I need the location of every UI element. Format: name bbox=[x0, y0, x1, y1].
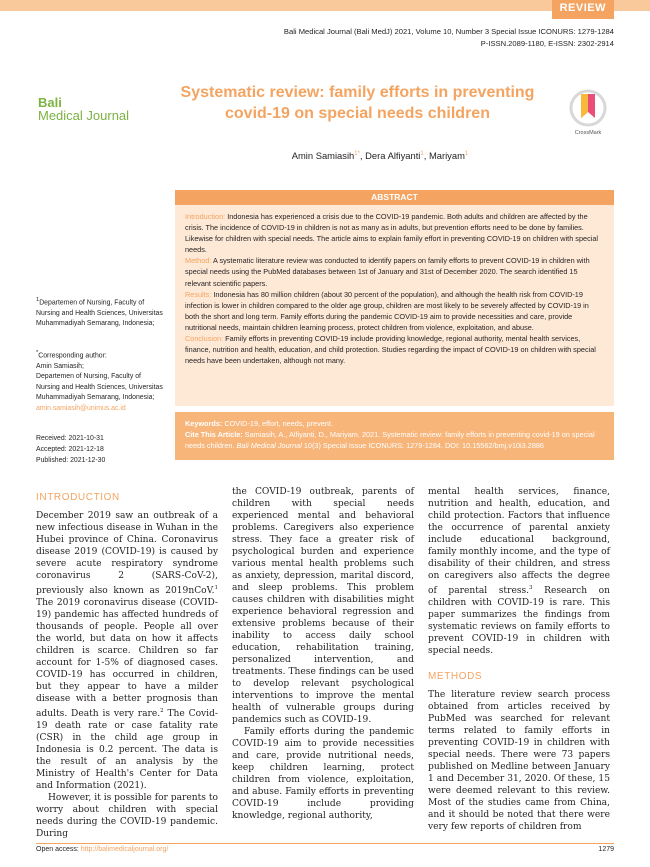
methods-heading: METHODS bbox=[428, 671, 483, 683]
paragraph-text: The 2019 coronavirus disease (COVID-19) pandemic has affected hundreds of thousands of people. People all over the world, but data on how it affects children is scarce. Children so far account for 1-5% of diagnosed cases. COVID-19 has occurred in children, but they appear to have a milder disease with a better prognosis than adults. Death is very rare. bbox=[36, 598, 218, 720]
abstract-conclusion-label: Conclusion: bbox=[185, 334, 224, 344]
crossmark-label: CrossMark bbox=[574, 130, 602, 136]
corresponding-affiliation: Departemen of Nursing, Faculty of Nursing and Health Sciences, Universitas Muhammadiyah Semarang, Indonesia; bbox=[36, 373, 163, 402]
corresponding-mark: * bbox=[36, 350, 39, 356]
body-paragraph bbox=[36, 510, 218, 792]
keywords-text: COVID-19, effort, needs, prevent. bbox=[224, 419, 333, 428]
footer-label: Open access: bbox=[36, 846, 79, 853]
body-paragraph: the COVID-19 outbreak, parents of children with special needs experienced mental and behavioral problems. Caregivers also experience stress. They face a greater risk of psychological burden and experience various mental health problems such as anxiety, depression, marital discord, and sleep problems. This problem causes children with disabilities might experience behavioral regression and extensive problems because of their inability to access daily school education, rehabilitation training, personalized intervention, and treatments. These findings can be used to develop relevant psychological interventions to improve the mental health of vulnerable groups during pandemics such as COVID-19. bbox=[232, 487, 414, 725]
published-date: Published: 2021-12-30 bbox=[36, 457, 106, 464]
body-paragraph bbox=[428, 486, 610, 657]
crossmark-icon[interactable] bbox=[568, 88, 608, 134]
citation-mark: 1 bbox=[214, 585, 218, 591]
author-name[interactable]: Amin Samiasih bbox=[291, 150, 355, 161]
body-column-1 bbox=[36, 492, 218, 840]
corresponding-author-note bbox=[36, 348, 166, 414]
journal-info bbox=[194, 26, 614, 50]
abstract-intro-text: Indonesia has experienced a crisis due to the COVID-19 pandemic. Both adults and children are affected by the crisis. The incidence of COVID-19 in children is not as many as in adults, but prevention efforts need to be done by families. Likewise for children with special needs. The article aims to explain family effort in preventing COVID-19 on children with special needs. bbox=[185, 212, 599, 255]
cite-label: Cite This Article: bbox=[185, 430, 243, 439]
author-affiliation-mark: 1* bbox=[354, 150, 360, 157]
abstract-method-text: A systematic literature review was conducted to identify papers on family efforts to prevent COVID-19 in children with special needs using the PubMed databases between 1st of January and 31st of December 2020. The search identified 15 relevant scientific papers. bbox=[185, 256, 590, 288]
issn-line: P-ISSN.2089-1180, E-ISSN: 2302-2914 bbox=[480, 39, 614, 48]
affiliation-text: Departemen of Nursing, Faculty of Nursing and Health Sciences, Universitas Muhammadiyah Semarang, Indonesia; bbox=[36, 299, 163, 328]
corresponding-email-link[interactable]: amin.samiasih@unimus.ac.id bbox=[36, 404, 126, 412]
logo-line-1: Bali bbox=[38, 95, 62, 110]
cite-rest[interactable]: 10(3) Special Issue ICONURS: 1279-1284. DOI: 10.15562/bmj.v10i3.2886 bbox=[303, 441, 544, 450]
paragraph-text: mental health services, finance, nutrition and health, education, and child protection. Factors that influence the occurrence of parental anxiety include educational background, family monthly income, and the type of disability of their children, and stress on caregivers also affects the degree of parental stress. bbox=[428, 487, 610, 597]
received-date: Received: 2021-10-31 bbox=[36, 435, 104, 442]
body-column-2 bbox=[232, 486, 414, 822]
footer-url-link[interactable]: http://balimedicaljournal.org/ bbox=[80, 846, 169, 853]
citation-mark: 2 bbox=[160, 708, 164, 715]
abstract-intro-label: Introduction: bbox=[185, 212, 226, 221]
cite-journal: Bali Medical Journal bbox=[236, 441, 302, 450]
affiliation-note bbox=[36, 295, 166, 330]
author-affiliation-mark: 1 bbox=[420, 150, 424, 157]
corresponding-name: Amin Samiasih; bbox=[36, 362, 84, 370]
article-dates bbox=[36, 433, 166, 466]
journal-citation-line: Bali Medical Journal (Bali MedJ) 2021, Volume 10, Number 3 Special Issue ICONURS: 1279-1284 bbox=[283, 27, 614, 36]
article-type-tag: REVIEW bbox=[552, 0, 614, 19]
abstract-method-label: Method: bbox=[185, 256, 212, 266]
abstract-results-text: Indonesia has 80 million children (about 30 percent of the population), and although the health risk from COVID-19 infection is lower in children compared to the older age group, children are most likely to be severely affected by COVID-19 in both the short and long term. Family efforts during the pandemic COVID-19 aim to provide necessities and care, provide nutritional needs, maintain children learning process, protect children from violence, exploitation, and abuse. bbox=[185, 289, 589, 332]
paragraph-text: December 2019 saw an outbreak of a new infectious disease in Wuhan in the Hubei province of China. Coronavirus disease 2019 (COVID-19) is caused by severe acute respiratory syndrome coronavirus 2 (SARS-CoV-2), previously also known as 2019nCoV. bbox=[36, 511, 218, 597]
body-paragraph: Family efforts during the pandemic COVID-19 aim to provide necessities and care, provide nutritional needs, keep children learning, protect children from violence, exploitation, and abuse. Family efforts in preventing COVID-19 include providing knowledge, regional authority, bbox=[232, 727, 414, 821]
author-name[interactable]: Dera Alfiyanti bbox=[365, 150, 421, 161]
introduction-heading: INTRODUCTION bbox=[36, 492, 120, 503]
abstract-conclusion-text: Family efforts in preventing COVID-19 include providing knowledge, regional authority, mental health services, finance, nutrition and health, education, and child protection. Studies regarding the impact of COVID-19 on children with special needs have been undertaken, although not many. bbox=[185, 334, 596, 366]
logo-line-2: Medical Journal bbox=[38, 108, 130, 123]
affiliation-mark: 1 bbox=[36, 297, 40, 303]
cite-text: Samiasih, A., Alfiyanti, D., Mariyam. 2021. Systematic review: family efforts in preventing covid-19 on special needs children. bbox=[185, 430, 595, 450]
footer-rule bbox=[36, 843, 614, 844]
body-paragraph: However, it is possible for parents to worry about children with special needs during the COVID-19 pandemic. During bbox=[36, 793, 218, 840]
body-paragraph: The literature review search process obtained from articles received by PubMed was searched for relevant terms related to family efforts in preventing COVID-19 in children with special needs. There were 73 papers published on Medline between January 1 and December 31, 2020. Of these, 15 were deemed relevant to this review. Most of the studies came from China, and it should be noted that there were very few reports of children from bbox=[428, 690, 610, 833]
author-list: Amin Samiasih$^{1*}$, Dera Alfiyanti$^1$, Mariyam$^1$ bbox=[291, 150, 469, 161]
article-title: Systematic review: family efforts in preventing covid-19 on special needs children bbox=[180, 84, 535, 122]
footer-open-access bbox=[36, 846, 168, 853]
abstract-body bbox=[175, 205, 614, 366]
paragraph-text: Research on children with COVID-19 is rare. This paper summarizes the findings from systematic reviews on family efforts to prevent COVID-19 in children with special needs. bbox=[428, 586, 610, 657]
abstract-heading: ABSTRACT bbox=[175, 190, 614, 205]
accepted-date: Accepted: 2021-12-18 bbox=[36, 446, 104, 453]
corresponding-label: Corresponding author: bbox=[38, 352, 107, 360]
abstract-results-label: Results: bbox=[185, 289, 212, 299]
journal-logo bbox=[38, 96, 158, 136]
page-number: 1279 bbox=[598, 846, 614, 853]
author-name[interactable]: Mariyam bbox=[428, 150, 465, 161]
abstract-box bbox=[175, 190, 614, 406]
paragraph-text: The Covid-19 death rate or case fatality rate (CSR) in the child age group in Indonesia is 0.2 percent. The data is the result of an analysis by the Ministry of Health's Center for Data and Information (2021). bbox=[36, 709, 218, 792]
body-column-3 bbox=[428, 486, 610, 833]
keywords-label: Keywords: bbox=[185, 419, 223, 428]
keywords-citation-box bbox=[175, 412, 614, 460]
citation-mark: 3 bbox=[529, 585, 533, 591]
author-affiliation-mark: 1 bbox=[464, 150, 469, 157]
